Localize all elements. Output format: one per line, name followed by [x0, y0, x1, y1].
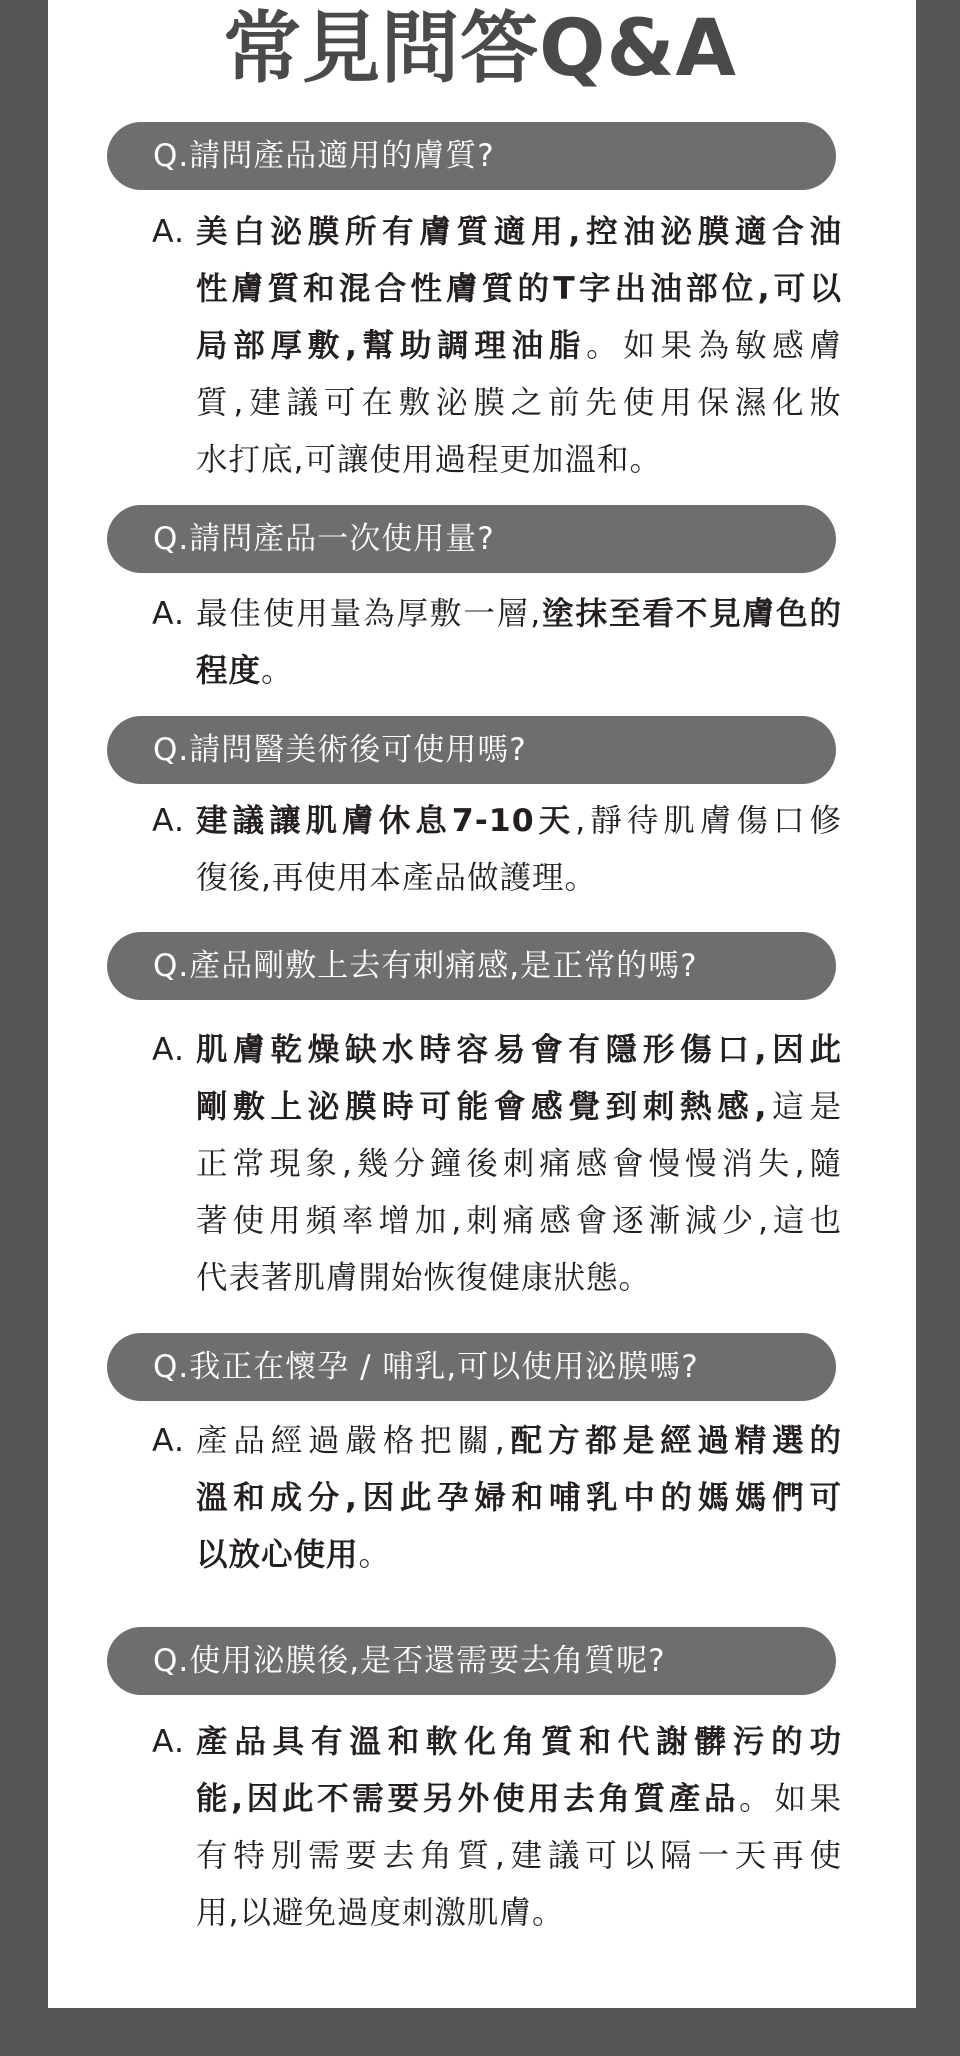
question-label: Q.	[153, 1643, 190, 1679]
answer-segment: 著使用頻率增加,刺痛感會逐漸減少,這也	[196, 1203, 842, 1239]
answer-bold-segment: 以放心使用	[196, 1537, 359, 1573]
answer-segment: 這是	[767, 1089, 842, 1125]
question-label: Q.	[153, 948, 190, 984]
answer-block	[152, 1714, 842, 1942]
answer-line	[196, 643, 842, 700]
question-text: 請問醫美術後可使用嗎?	[189, 732, 527, 768]
answer-line	[196, 432, 842, 489]
answer-bold-segment: 產品具有溫和軟化角質和代謝髒污的功	[196, 1724, 842, 1760]
answer-line	[196, 1413, 842, 1470]
answer-line	[196, 375, 842, 432]
question-label: Q.	[153, 138, 190, 174]
answer-line	[196, 586, 842, 643]
question-label: Q.	[153, 732, 190, 768]
question-bar	[107, 932, 836, 1000]
question-text: 使用泌膜後,是否還需要去角質呢?	[189, 1643, 666, 1679]
question-bar	[107, 1627, 836, 1695]
answer-line	[196, 1022, 842, 1079]
question-text: 我正在懷孕 / 哺乳,可以使用泌膜嗎?	[189, 1349, 699, 1385]
answer-bold-segment: 肌膚乾燥缺水時容易會有隱形傷口,因此	[196, 1032, 842, 1068]
answer-line	[196, 1714, 842, 1771]
answer-label: A.	[152, 803, 186, 839]
answer-segment: 產品經過嚴格把關,	[196, 1423, 506, 1459]
question-bar	[107, 716, 836, 784]
answer-line	[196, 1193, 842, 1250]
answer-line	[196, 1470, 842, 1527]
answer-line	[196, 204, 842, 261]
answer-segment: 復後,再使用本產品做護理。	[196, 860, 598, 896]
answer-text	[196, 1714, 842, 1942]
answer-line	[196, 1250, 842, 1307]
question-bar	[107, 1333, 836, 1401]
answer-block	[152, 793, 842, 907]
answer-segment: 。如果為敏感膚	[586, 328, 842, 364]
answer-label: A.	[152, 596, 186, 632]
question-label: Q.	[153, 521, 190, 557]
answer-bold-segment: 能,因此不需要另外使用去角質產品	[196, 1781, 740, 1817]
answer-segment: 。	[261, 653, 294, 689]
answer-label: A.	[152, 214, 186, 250]
answer-block	[152, 586, 842, 700]
answer-line	[196, 318, 842, 375]
answer-bold-segment: 溫和成分,因此孕婦和哺乳中的媽媽們可	[196, 1480, 842, 1516]
answer-segment: 有特別需要去角質,建議可以隔一天再使	[196, 1838, 842, 1874]
answer-segment: 代表著肌膚開始恢復健康狀態。	[196, 1260, 652, 1296]
answer-bold-segment: 剛敷上泌膜時可能會感覺到刺熱感,	[196, 1089, 768, 1125]
question-label: Q.	[153, 1349, 190, 1385]
answer-line	[196, 1885, 842, 1942]
answer-text	[196, 204, 842, 489]
answer-text	[196, 586, 842, 700]
answer-line	[196, 1828, 842, 1885]
answer-segment: 水打底,可讓使用過程更加溫和。	[196, 442, 663, 478]
answer-bold-segment: 配方都是經過精選的	[505, 1423, 842, 1459]
answer-text	[196, 1022, 842, 1307]
answer-bold-segment: 建議讓肌膚休息7-10天	[196, 803, 576, 839]
question-text: 請問產品一次使用量?	[189, 521, 495, 557]
question-text: 產品剛敷上去有刺痛感,是正常的嗎?	[189, 948, 698, 984]
answer-bold-segment: 塗抹至看不見膚色的	[541, 596, 842, 632]
answer-segment: 質,建議可在敷泌膜之前先使用保濕化妝	[196, 385, 842, 421]
answer-bold-segment: 性膚質和混合性膚質的T字出油部位,可以	[196, 271, 842, 307]
answer-line	[196, 793, 842, 850]
question-text: 請問產品適用的膚質?	[189, 138, 495, 174]
answer-line	[196, 1771, 842, 1828]
answer-label: A.	[152, 1423, 186, 1459]
answer-block	[152, 1022, 842, 1307]
answer-line	[196, 1527, 842, 1584]
answer-segment: 最佳使用量為厚敷一層,	[196, 596, 542, 632]
answer-line	[196, 1079, 842, 1136]
answer-bold-segment: 美白泌膜所有膚質適用,控油泌膜適合油	[196, 214, 842, 250]
answer-segment: 正常現象,幾分鐘後刺痛感會慢慢消失,隨	[196, 1146, 842, 1182]
answer-line	[196, 850, 842, 907]
answer-block	[152, 204, 842, 489]
answer-block	[152, 1413, 842, 1584]
answer-text	[196, 1413, 842, 1584]
question-bar	[107, 122, 836, 190]
answer-bold-segment: 局部厚敷,幫助調理油脂	[196, 328, 587, 364]
answer-segment: 。	[358, 1537, 392, 1573]
answer-label: A.	[152, 1032, 186, 1068]
answer-label: A.	[152, 1724, 186, 1760]
answer-segment: 。如果	[739, 1781, 842, 1817]
answer-bold-segment: 程度	[196, 653, 262, 689]
answer-line	[196, 261, 842, 318]
page-title: 常見問答Q&A	[223, 4, 737, 94]
answer-line	[196, 1136, 842, 1193]
question-bar	[107, 505, 836, 573]
answer-segment: ,靜待肌膚傷口修	[575, 803, 842, 839]
answer-segment: 用,以避免過度刺激肌膚。	[196, 1895, 565, 1931]
answer-text	[196, 793, 842, 907]
